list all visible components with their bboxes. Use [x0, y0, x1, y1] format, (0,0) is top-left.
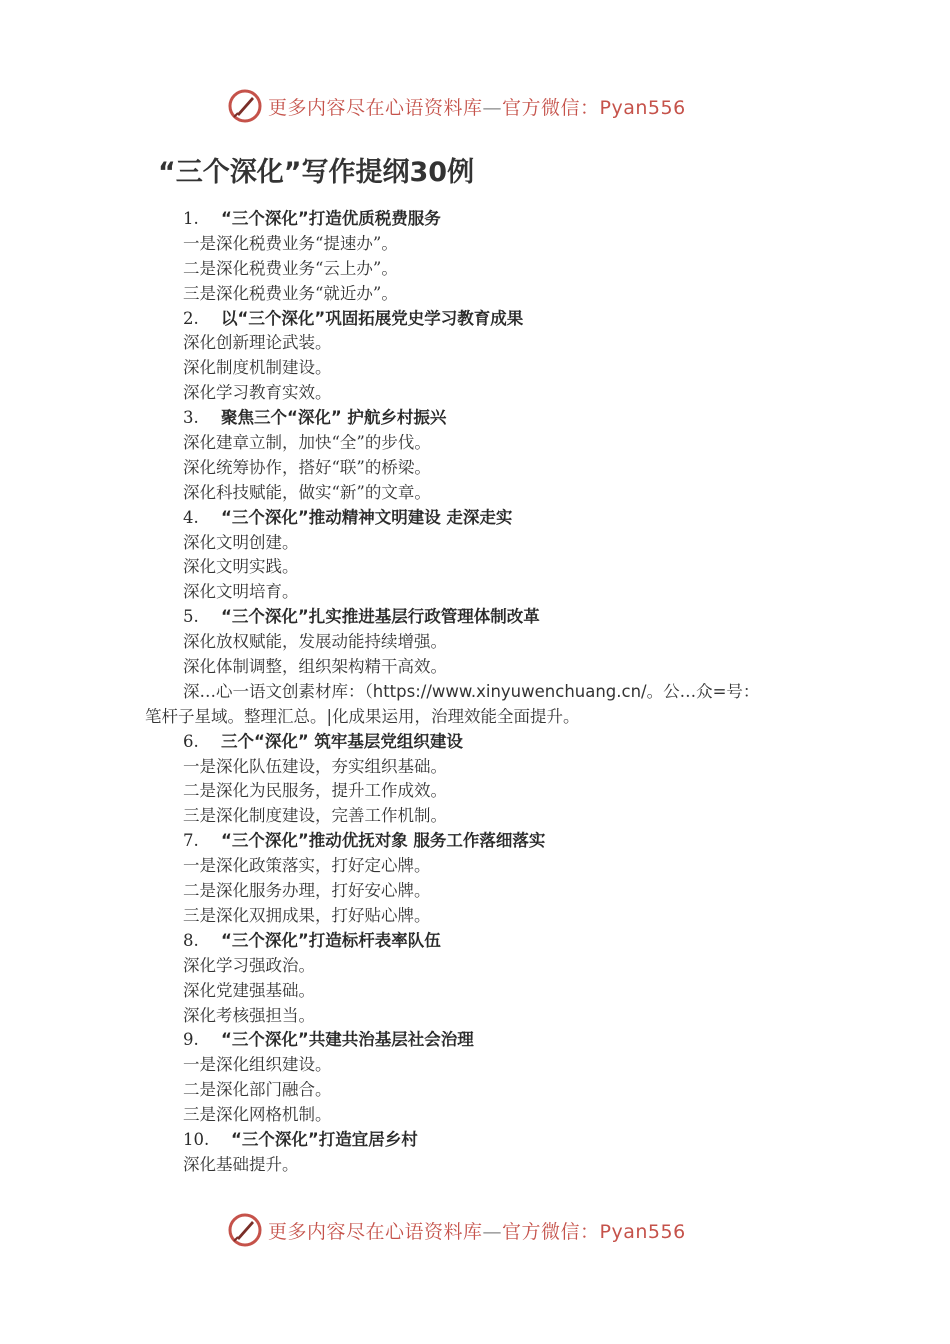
item-point: 深化党建强基础。: [183, 980, 315, 1000]
watermark-line: 深…心一语文创素材库：（https://www.xinyuwenchuang.cn/。公…众=号：: [183, 681, 760, 701]
item-point: 三是深化制度建设，完善工作机制。: [183, 806, 447, 826]
item-point: 深化考核强担当。: [183, 1005, 315, 1025]
item-heading: 3. 聚焦三个“深化” 护航乡村振兴: [183, 408, 447, 428]
item-point: 二是深化服务办理，打好安心牌。: [183, 881, 431, 901]
item-point: 一是深化队伍建设，夯实组织基础。: [183, 756, 447, 776]
item-point: 深化学习教育实效。: [183, 383, 332, 403]
item-point: 深化文明实践。: [183, 557, 299, 577]
item-heading: 8. “三个深化”打造标杆表率队伍: [183, 930, 441, 950]
item-point: 深化创新理论武装。: [183, 333, 332, 353]
outline-body: [0, 207, 950, 1178]
banner-text: 更多内容尽在心语资料库—官方微信：Pyan556: [268, 96, 686, 119]
item-point: 深化文明创建。: [183, 532, 299, 552]
item-point: 一是深化税费业务“提速办”。: [183, 233, 398, 253]
item-point: 深化建章立制，加快“全”的步伐。: [183, 433, 431, 453]
item-heading: 2. 以“三个深化”巩固拓展党史学习教育成果: [183, 308, 524, 328]
item-heading: 7. “三个深化”推动优抚对象 服务工作落细落实: [183, 831, 546, 851]
document-title: “三个深化”写作提纲30例: [158, 157, 475, 188]
item-heading: 6. 三个“深化” 筑牢基层党组织建设: [183, 731, 463, 751]
item-point: 深化制度机制建设。: [183, 358, 332, 378]
item-heading: 1. “三个深化”打造优质税费服务: [183, 209, 441, 228]
banner-text: 更多内容尽在心语资料库—官方微信：Pyan556: [268, 1220, 686, 1243]
item-point: 深化统筹协作，搭好“联”的桥梁。: [183, 457, 431, 477]
item-heading: 5. “三个深化”扎实推进基层行政管理体制改革: [183, 607, 540, 627]
item-point: 深化文明培育。: [183, 582, 299, 602]
item-point: 深化科技赋能，做实“新”的文章。: [183, 482, 431, 502]
item-heading: 4. “三个深化”推动精神文明建设 走深走实: [183, 507, 513, 527]
item-point: 一是深化政策落实，打好定心牌。: [183, 856, 431, 876]
quill-logo-icon: [228, 89, 262, 123]
item-point: 深化放权赋能，发展动能持续增强。: [183, 632, 447, 652]
item-point: 深化体制调整，组织架构精干高效。: [183, 657, 447, 677]
item-heading: 9. “三个深化”共建共治基层社会治理: [183, 1030, 474, 1050]
item-point: 三是深化双拥成果，打好贴心牌。: [183, 905, 431, 925]
item-point: 二是深化为民服务，提升工作成效。: [183, 781, 447, 801]
item-point: 二是深化税费业务“云上办”。: [183, 258, 398, 278]
quill-logo-icon: [228, 1213, 262, 1247]
watermark-url: https://www.xinyuwenchuang.cn/: [372, 681, 647, 701]
item-point: 三是深化网格机制。: [183, 1105, 332, 1125]
footer-banner: [228, 1210, 728, 1250]
item-heading: 10. “三个深化”打造宜居乡村: [183, 1129, 418, 1149]
item-point: 二是深化部门融合。: [183, 1080, 332, 1100]
watermark-line: 笔杆子星域。整理汇总。|化成果运用，治理效能全面提升。: [145, 706, 580, 726]
item-point: 深化基础提升。: [183, 1154, 299, 1174]
item-point: 一是深化组织建设。: [183, 1055, 332, 1075]
item-point: 三是深化税费业务“就近办”。: [183, 283, 398, 303]
header-banner: [228, 86, 728, 126]
item-point: 深化学习强政治。: [183, 955, 315, 975]
